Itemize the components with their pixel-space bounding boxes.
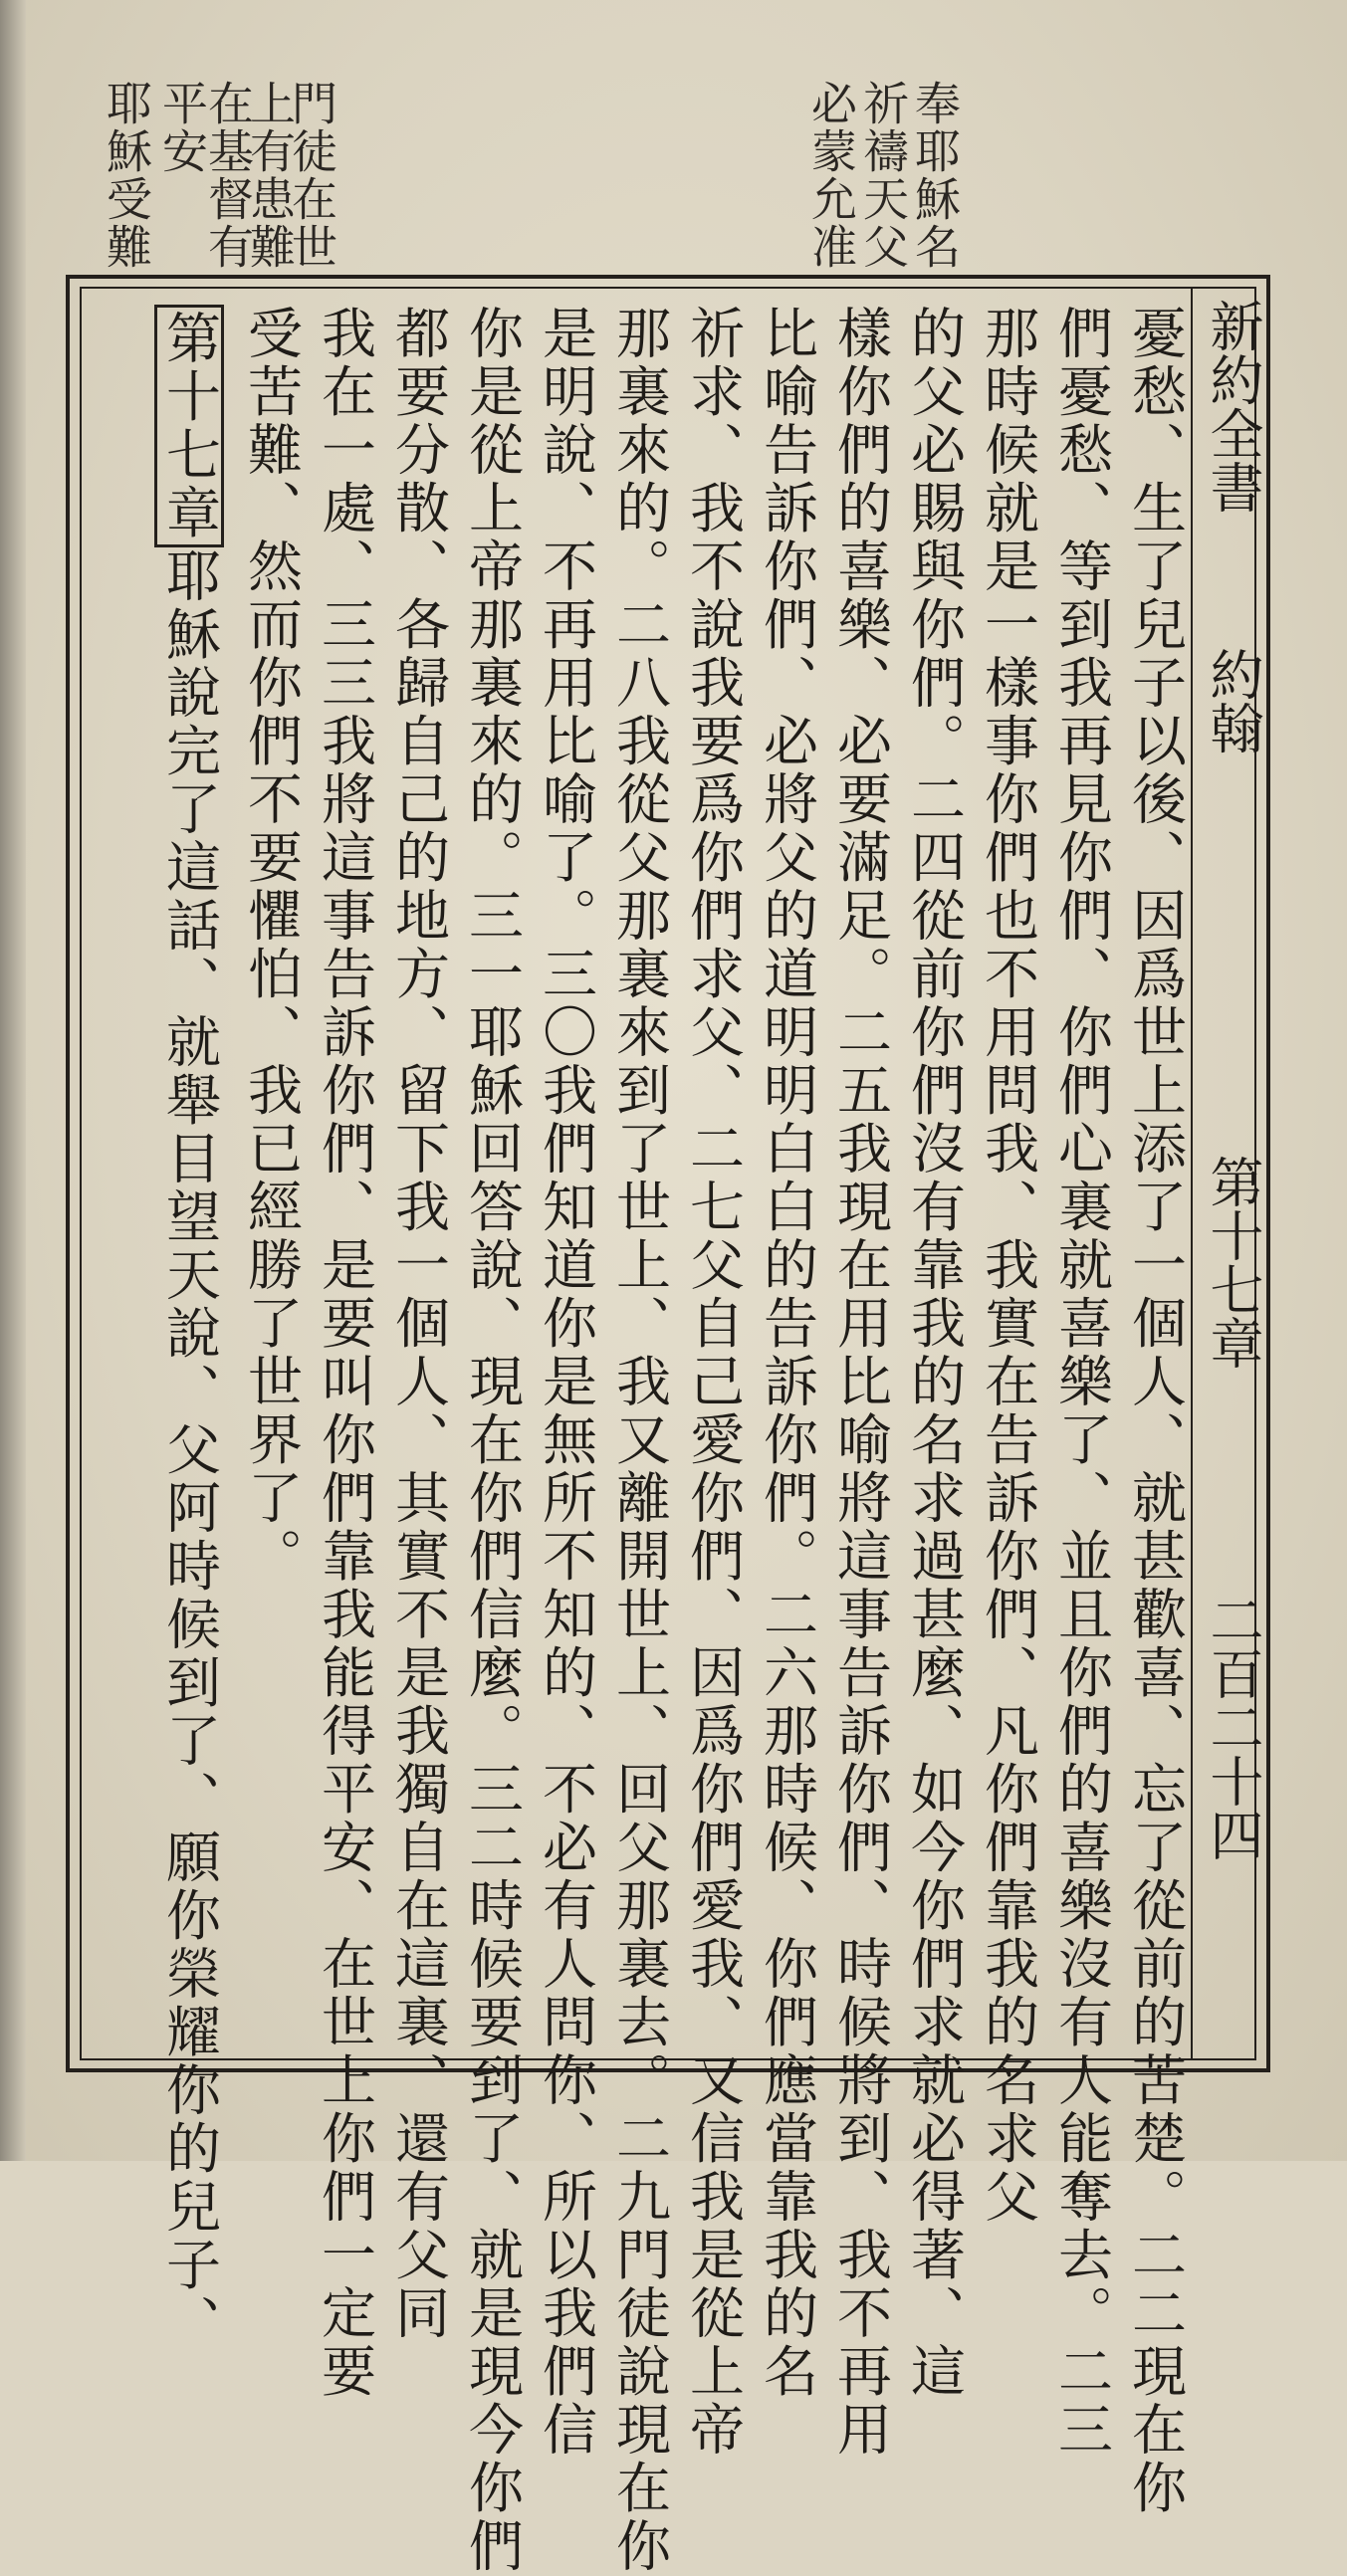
text-column-12: 我在一處、三三我將這事告訴你們、是要叫你們靠我能得平安、在世上你們一定要	[313, 305, 376, 2401]
binding-shadow	[0, 0, 26, 2161]
text-column-13: 受苦難、然而你們不要懼怕、我已經勝了世界了。	[239, 305, 303, 1586]
marginal-note-right-3: 必蒙允准	[804, 80, 858, 271]
marginal-note-left-2: 上有患難	[243, 80, 297, 271]
marginal-note-left-1: 門徒在世	[285, 80, 338, 271]
text-column-5: 樣你們的喜樂、必要滿足。二五我現在用比喻將這事告訴你們、時候將到、我不再用	[828, 305, 892, 2460]
marginal-note-left-4: 平安	[155, 80, 209, 175]
text-column-6: 比喻告訴你們、必將父的道明明白白的告訴你們。二六那時候、你們應當靠我的名	[755, 305, 818, 2401]
chapter-start-text: 耶穌說完了這話、就舉目望天說、父阿時候到了、願你榮耀你的兒子、	[157, 547, 221, 2353]
chapter-heading-box: 第十七章	[154, 305, 224, 547]
text-column-1: 憂愁、生了兒子以後、因爲世上添了一個人、就甚歡喜、忘了從前的苦楚。二二現在你	[1123, 305, 1187, 2517]
text-column-9: 是明說、不再用比喻了。三〇我們知道你是無所不知的、不必有人問你、所以我們信	[534, 305, 597, 2460]
marginal-note-right-1: 奉耶穌名	[908, 80, 962, 271]
chapter-start-column	[159, 305, 219, 2353]
text-column-7: 祈求、我不說我要爲你們求父、二七父自己愛你們、因爲你們愛我、又信我是從上帝	[681, 305, 745, 2460]
marginal-note-right-2: 祈禱天父	[856, 80, 910, 271]
text-column-2: 們憂愁、等到我再見你們、你們心裏就喜樂了、並且你們的喜樂沒有人能奪去。二三	[1049, 305, 1113, 2460]
text-column-4: 的父必賜與你們。二四從前你們沒有靠我的名求過甚麼、如今你們求就必得著、這	[902, 305, 966, 2401]
text-column-3: 那時候就是一樣事你們也不用問我、我實在告訴你們、凡你們靠我的名求父	[976, 305, 1039, 2227]
page-number: 二百二十四	[1202, 1593, 1264, 1861]
book-title: 新約全書	[1202, 299, 1264, 514]
text-column-11: 都要分散、各歸自己的地方、留下我一個人、其實不是我獨自在這裏、還有父同	[386, 305, 450, 2343]
marginal-note-left-5: 耶穌受難	[100, 80, 153, 271]
text-column-8: 那裏來的。二八我從父那裏來到了世上、我又離開世上、回父那裏去。二九門徒說現在你	[607, 305, 671, 2576]
header-rule	[1191, 287, 1193, 2060]
section-name: 約翰	[1202, 647, 1264, 754]
text-column-10: 你是從上帝那裏來的。三一耶穌回答說、現在你們信麼。三二時候要到了、就是現今你們	[460, 305, 524, 2576]
marginal-note-left-3: 在基督有	[201, 80, 255, 271]
chapter-label: 第十七章	[1202, 1155, 1264, 1370]
